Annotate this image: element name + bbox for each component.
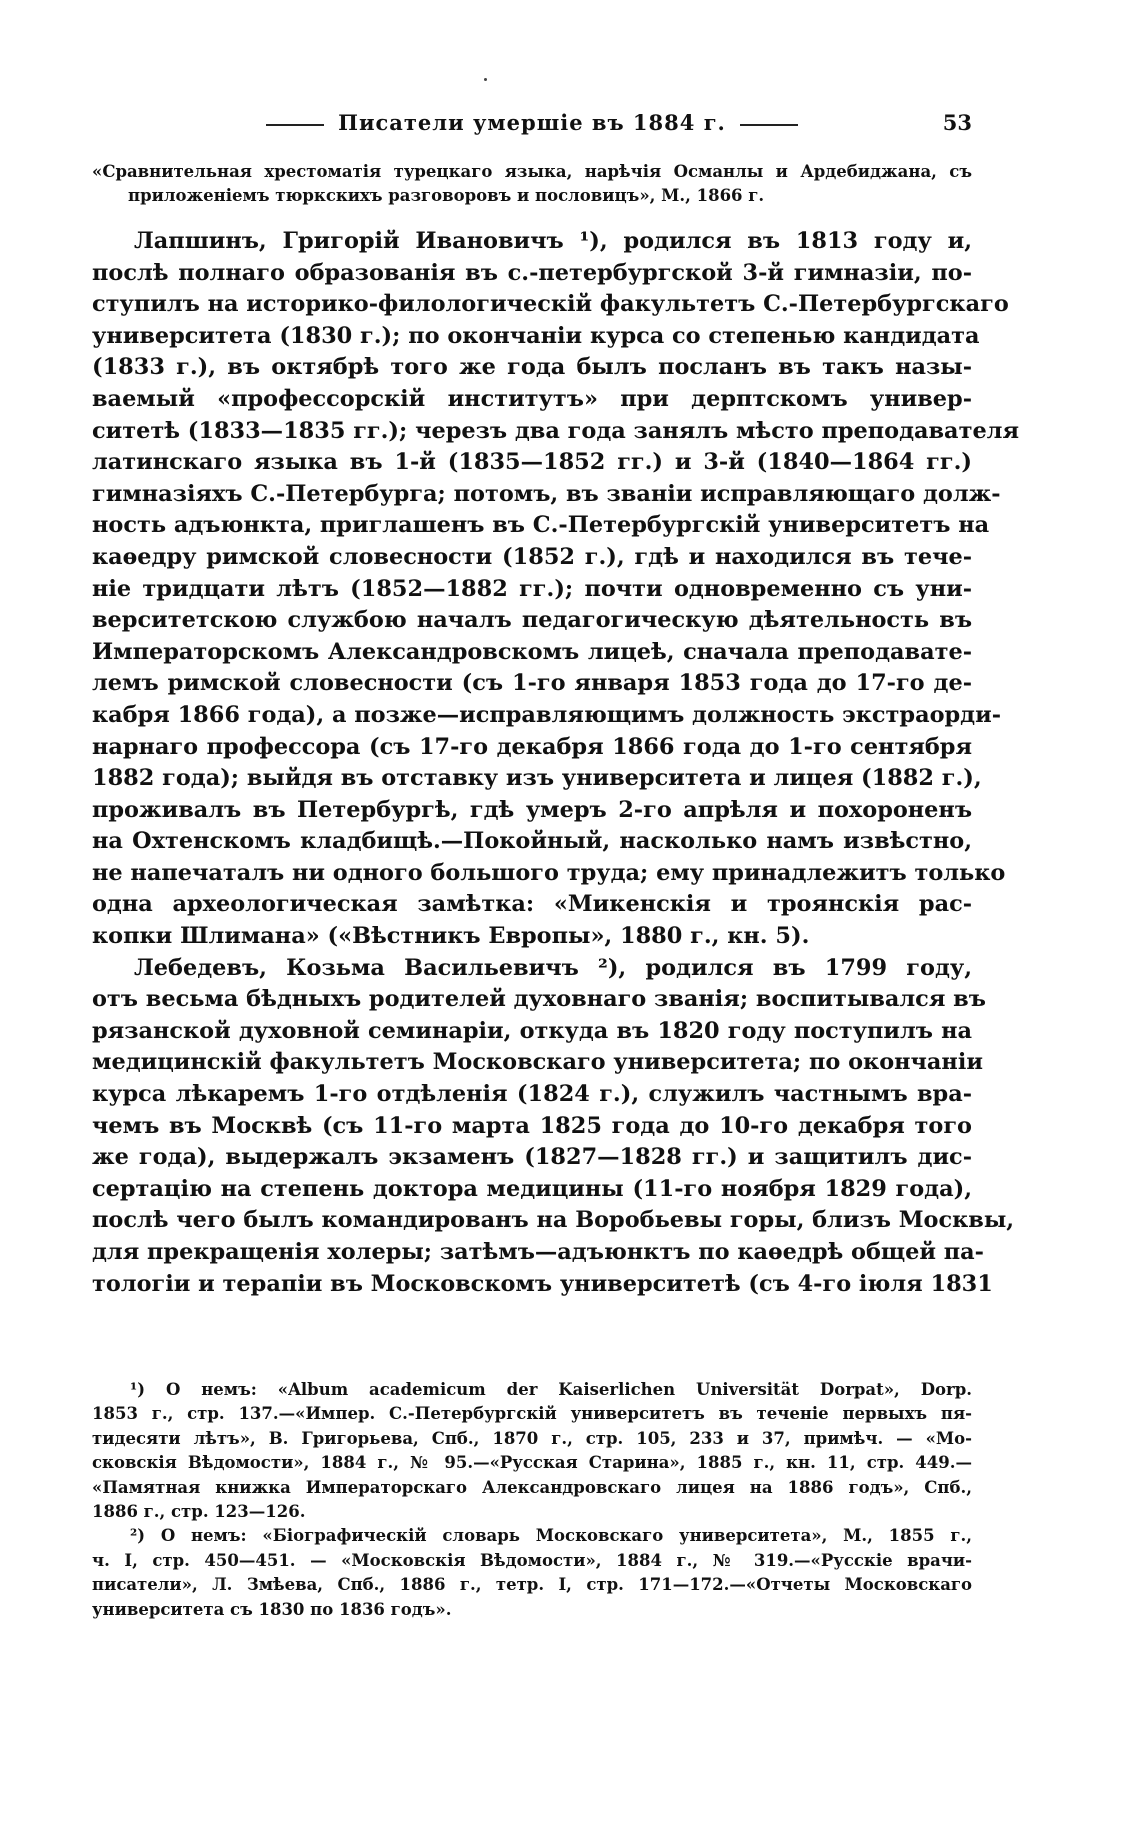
- footnote-line: 1886 г., стр. 123—126.: [92, 1501, 306, 1521]
- text-line: гимназіяхъ С.-Петербурга; потомъ, въ званіи исправляющаго долж-: [92, 480, 1001, 507]
- text-line: ситетѣ (1833—1835 гг.); черезъ два года занялъ мѣсто преподавателя: [92, 417, 1020, 444]
- text-line: отъ весьма бѣдныхъ родителей духовнаго званія; воспитывался въ: [92, 986, 986, 1013]
- text-line: же года), выдержалъ экзаменъ (1827—1828 гг.) и защитилъ дис-: [92, 1144, 972, 1171]
- continued-footnote-line: «Сравнительная хрестоматія турецкаго языка, нарѣчія Османлы и Ардебиджана, съ: [92, 162, 972, 181]
- footnote-line: университета съ 1830 по 1836 годъ».: [92, 1599, 452, 1619]
- footnote-line: тидесяти лѣтъ», В. Григорьева, Спб., 1870 г., стр. 105, 233 и 37, примѣч. — «Мо-: [92, 1428, 972, 1448]
- running-head: [92, 110, 972, 140]
- footnote-line: писатели», Л. Змѣева, Спб., 1886 г., тетр. I, стр. 171—172.—«Отчеты Московскаго: [92, 1575, 972, 1595]
- continued-footnote: [92, 160, 972, 208]
- text-line: на Охтенскомъ кладбищѣ.—Покойный, насколько намъ извѣстно,: [92, 828, 972, 855]
- text-line: Лапшинъ, Григорій Ивановичъ ¹), родился въ 1813 году и,: [134, 228, 972, 254]
- footnote-line: сковскія Вѣдомости», 1884 г., № 95.—«Русская Старина», 1885 г., кн. 11, стр. 449.—: [92, 1453, 972, 1473]
- text-line: чемъ въ Москвѣ (съ 11-го марта 1825 года до 10-го декабря того: [92, 1112, 972, 1139]
- text-line: сертацію на степень доктора медицины (11-го ноября 1829 года),: [92, 1175, 972, 1202]
- text-line: ніе тридцати лѣтъ (1852—1882 гг.); почти одновременно съ уни-: [92, 575, 972, 602]
- text-line: каѳедру римской словесности (1852 г.), гдѣ и находился въ тече-: [92, 543, 972, 570]
- text-line: нарнаго профессора (съ 17-го декабря 1866 года до 1-го сентября: [92, 733, 972, 760]
- footnote-line: ч. I, стр. 450—451. — «Московскія Вѣдомости», 1884 г., № 319.—«Русскіе врачи-: [92, 1550, 972, 1570]
- text-line: медицинскій факультетъ Московскаго университета; по окончаніи: [92, 1049, 983, 1076]
- footnote-line: «Памятная книжка Императорскаго Александровскаго лицея на 1886 годъ», Спб.,: [92, 1477, 972, 1497]
- text-line: верситетскою службою началъ педагогическую дѣятельность въ: [92, 607, 972, 634]
- footnotes: [92, 1378, 972, 1622]
- text-line: послѣ чего былъ командированъ на Воробьевы горы, близъ Москвы,: [92, 1207, 1015, 1234]
- text-line: Императорскомъ Александровскомъ лицеѣ, сначала преподавате-: [92, 638, 972, 665]
- text-line: ваемый «профессорскій институтъ» при дерптскомъ универ-: [92, 385, 972, 412]
- running-head-title: Писатели умершіе въ 1884 г.: [338, 110, 726, 135]
- text-line: тологіи и терапіи въ Московскомъ университетѣ (съ 4-го іюля 1831: [92, 1270, 993, 1297]
- text-line: для прекращенія холеры; затѣмъ—адъюнктъ по каѳедрѣ общей па-: [92, 1239, 984, 1265]
- text-line: университета (1830 г.); по окончаніи курса со степенью кандидата: [92, 322, 980, 349]
- text-line: лемъ римской словесности (съ 1-го января 1853 года до 17-го де-: [92, 670, 972, 697]
- text-line: проживалъ въ Петербургѣ, гдѣ умеръ 2-го апрѣля и похороненъ: [92, 796, 972, 823]
- text-line: кабря 1866 года), а позже—исправляющимъ должность экстраорди-: [92, 701, 1002, 728]
- footnote-line: ¹) О немъ: «Album academicum der Kaiserlichen Universität Dorpat», Dorp.: [130, 1380, 972, 1399]
- page-number: 53: [942, 110, 972, 135]
- text-line: не напечаталъ ни одного большого труда; ему принадлежитъ только: [92, 859, 1006, 886]
- right-rule: [740, 124, 798, 126]
- text-line: ступилъ на историко-филологическій факультетъ С.-Петербургскаго: [92, 291, 1009, 318]
- text-line: 1882 года); выйдя въ отставку изъ университета и лицея (1882 г.),: [92, 765, 982, 792]
- text-line: копки Шлимана» («Вѣстникъ Европы», 1880 г., кн. 5).: [92, 923, 810, 950]
- text-line: послѣ полнаго образованія въ с.-петербургской 3-й гимназіи, по-: [92, 259, 972, 286]
- text-line: латинскаго языка въ 1-й (1835—1852 гг.) и 3-й (1840—1864 гг.): [92, 449, 972, 476]
- print-speck: [484, 78, 487, 81]
- text-line: ность адъюнкта, приглашенъ въ С.-Петербургскій университетъ на: [92, 512, 990, 539]
- text-line: рязанской духовной семинаріи, откуда въ 1820 году поступилъ на: [92, 1017, 972, 1044]
- main-text: [92, 226, 1020, 1300]
- text-line: (1833 г.), въ октябрѣ того же года былъ посланъ въ такъ назы-: [92, 354, 972, 381]
- text-line: Лебедевъ, Козьма Васильевичъ ²), родился въ 1799 году,: [134, 954, 972, 981]
- text-line: одна археологическая замѣтка: «Микенскія и троянскія рас-: [92, 891, 972, 918]
- running-head-title-line: [92, 110, 972, 135]
- left-rule: [266, 124, 324, 126]
- footnote-line: 1853 г., стр. 137.—«Импер. С.-Петербургскій университетъ въ теченіе первыхъ пя-: [92, 1404, 972, 1424]
- footnote-line: ²) О немъ: «Біографическій словарь Московскаго университета», М., 1855 г.,: [130, 1526, 972, 1546]
- text-line: курса лѣкаремъ 1-го отдѣленія (1824 г.), служилъ частнымъ вра-: [92, 1081, 972, 1108]
- continued-footnote-line: приложеніемъ тюркскихъ разговоровъ и пословицъ», М., 1866 г.: [128, 186, 765, 205]
